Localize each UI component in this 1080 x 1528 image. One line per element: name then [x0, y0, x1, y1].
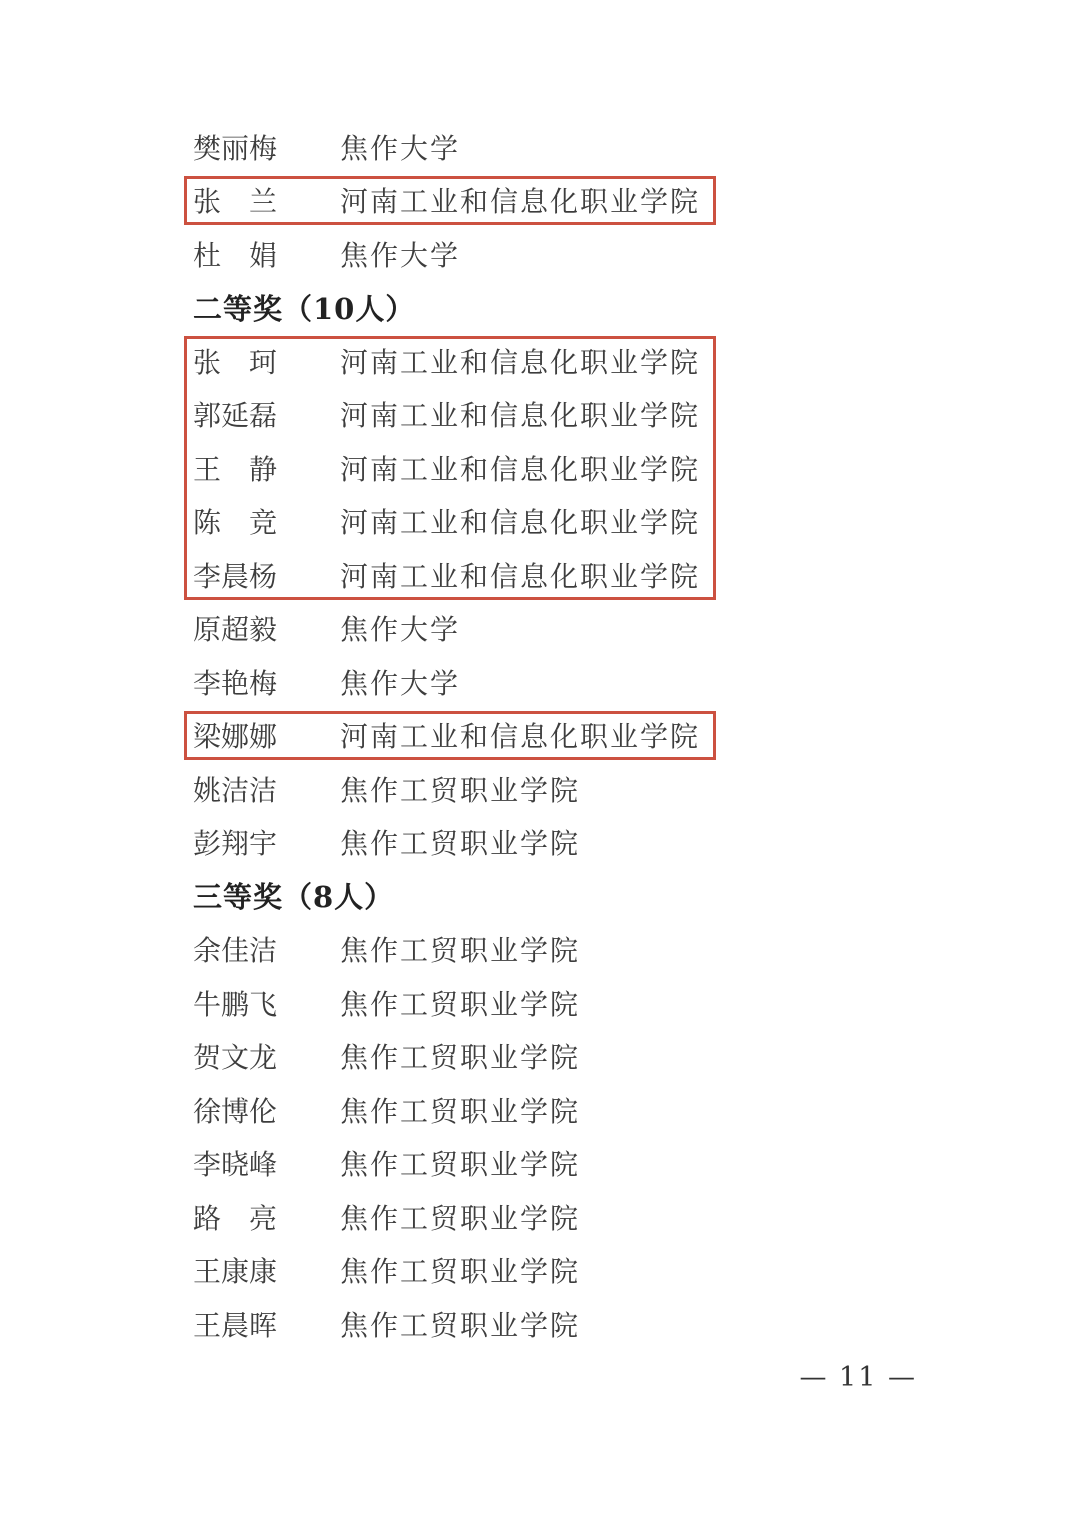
highlight-box	[193, 334, 708, 602]
winner-name: 余佳洁	[193, 934, 278, 968]
section-heading	[193, 281, 708, 335]
section-heading-label: 三等奖（8人）	[193, 880, 395, 915]
winner-institution: 焦作工贸职业学院	[340, 1148, 581, 1182]
winner-name: 梁娜娜	[193, 720, 278, 754]
award-row	[193, 923, 708, 977]
winner-institution: 河南工业和信息化职业学院	[340, 720, 701, 754]
award-row	[193, 227, 708, 281]
highlight-box	[193, 174, 708, 228]
award-row	[193, 816, 708, 870]
award-row	[193, 388, 708, 442]
award-row	[193, 495, 708, 549]
award-list	[193, 120, 708, 1351]
award-row	[193, 1244, 708, 1298]
winner-institution: 焦作工贸职业学院	[340, 1094, 581, 1128]
winner-name: 姚洁洁	[193, 773, 278, 807]
award-row	[193, 602, 708, 656]
award-row	[193, 709, 708, 763]
award-row	[193, 655, 708, 709]
winner-institution: 河南工业和信息化职业学院	[340, 452, 701, 486]
winner-name: 牛鹏飞	[193, 987, 278, 1021]
award-row	[193, 762, 708, 816]
winner-institution: 焦作工贸职业学院	[340, 987, 581, 1021]
winner-institution: 焦作工贸职业学院	[340, 827, 581, 861]
winner-name: 樊丽梅	[193, 131, 278, 165]
winner-name: 贺文龙	[193, 1041, 278, 1075]
winner-name: 原超毅	[193, 613, 278, 647]
section-heading	[193, 869, 708, 923]
winner-name: 王晨晖	[193, 1308, 278, 1342]
award-row	[193, 441, 708, 495]
winner-name: 彭翔宇	[193, 827, 278, 861]
winner-name: 李晨杨	[193, 559, 278, 593]
award-row	[193, 120, 708, 174]
winner-institution: 焦作大学	[340, 238, 461, 272]
award-row	[193, 1137, 708, 1191]
winner-institution: 焦作大学	[340, 666, 461, 700]
winner-name: 路 亮	[193, 1201, 278, 1235]
award-row	[193, 548, 708, 602]
award-row	[193, 334, 708, 388]
award-row	[193, 976, 708, 1030]
winner-institution: 河南工业和信息化职业学院	[340, 506, 701, 540]
winner-institution: 河南工业和信息化职业学院	[340, 399, 701, 433]
winner-institution: 焦作工贸职业学院	[340, 1041, 581, 1075]
winner-name: 徐博伦	[193, 1094, 278, 1128]
page-number: — 11 —	[799, 1362, 917, 1393]
award-row	[193, 1190, 708, 1244]
winner-institution: 焦作工贸职业学院	[340, 1308, 581, 1342]
award-row	[193, 1297, 708, 1351]
winner-name: 李艳梅	[193, 666, 278, 700]
award-row	[193, 1030, 708, 1084]
award-row	[193, 174, 708, 228]
winner-institution: 焦作大学	[340, 613, 461, 647]
winner-institution: 焦作大学	[340, 131, 461, 165]
section-heading-label: 二等奖（10人）	[193, 291, 416, 326]
award-row	[193, 1083, 708, 1137]
winner-institution: 河南工业和信息化职业学院	[340, 185, 701, 219]
winner-institution: 焦作工贸职业学院	[340, 1255, 581, 1289]
winner-institution: 焦作工贸职业学院	[340, 934, 581, 968]
winner-name: 王 静	[193, 452, 278, 486]
winner-name: 李晓峰	[193, 1148, 278, 1182]
winner-name: 张 珂	[193, 345, 278, 379]
winner-name: 郭延磊	[193, 399, 278, 433]
winner-name: 张 兰	[193, 185, 278, 219]
winner-name: 王康康	[193, 1255, 278, 1289]
winner-institution: 焦作工贸职业学院	[340, 1201, 581, 1235]
winner-name: 杜 娟	[193, 238, 278, 272]
winner-name: 陈 竞	[193, 506, 278, 540]
winner-institution: 焦作工贸职业学院	[340, 773, 581, 807]
winner-institution: 河南工业和信息化职业学院	[340, 559, 701, 593]
highlight-box	[193, 709, 708, 763]
winner-institution: 河南工业和信息化职业学院	[340, 345, 701, 379]
